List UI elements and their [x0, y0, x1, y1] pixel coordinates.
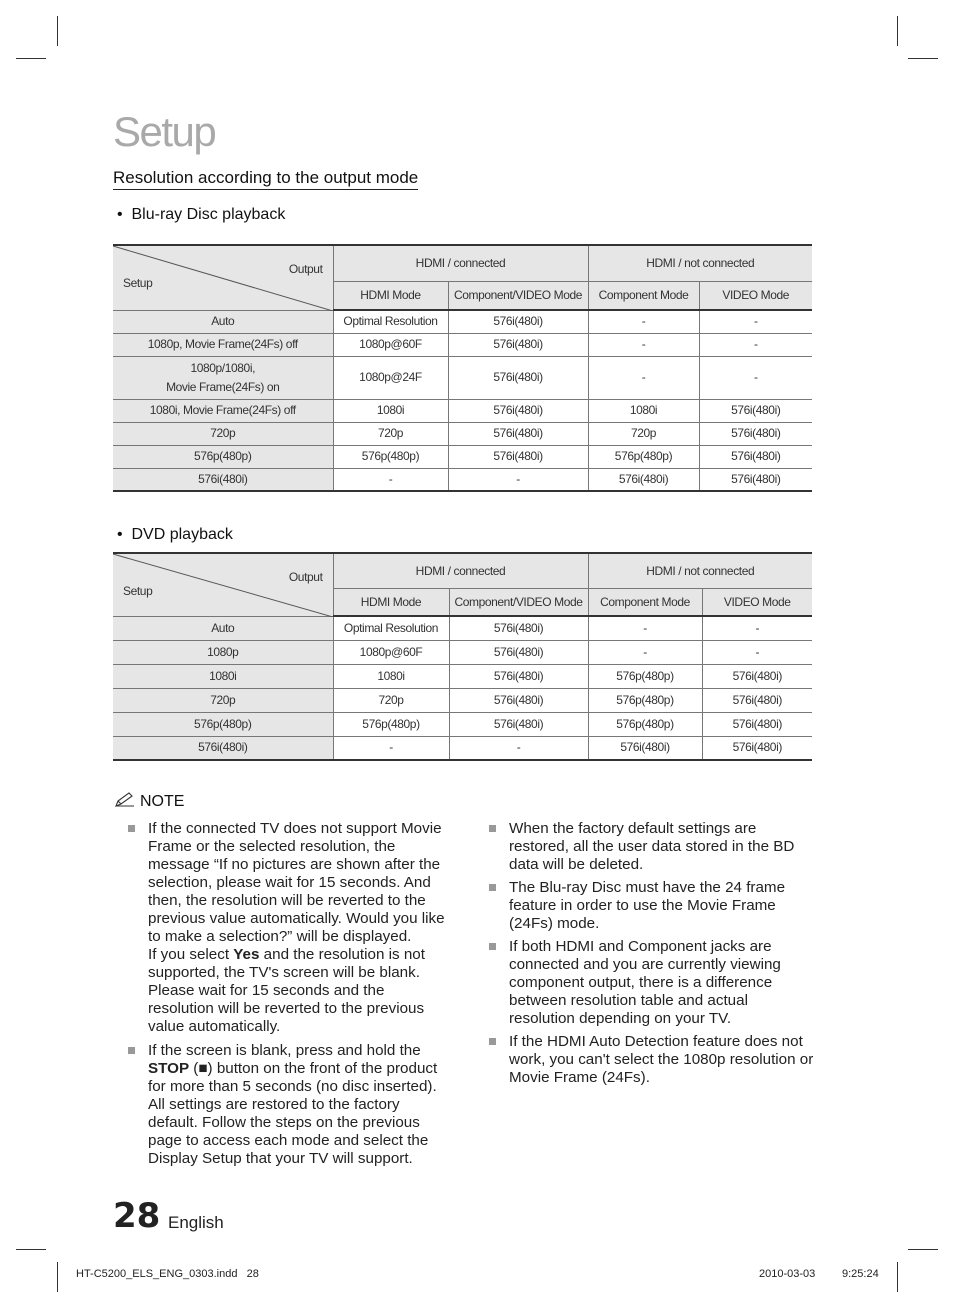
section-title: Resolution according to the output mode [113, 168, 418, 190]
row-setup-cell: 720p [113, 688, 333, 712]
table-cell: 576i(480i) [448, 422, 588, 445]
footer-date: 2010-03-03 [759, 1268, 816, 1280]
table-cell: 576i(480i) [699, 422, 812, 445]
stop-keyword: STOP [148, 1060, 190, 1077]
table-cell: 576i(480i) [448, 445, 588, 468]
table-cell: 576i(480i) [702, 736, 812, 760]
group-header-connected: HDMI / connected [333, 553, 588, 588]
page-title: Setup [113, 108, 216, 155]
table-cell: 576i(480i) [449, 616, 588, 640]
col-header: HDMI Mode [333, 281, 448, 310]
table-cell: 1080p@24F [333, 356, 448, 399]
square-bullet-icon [128, 825, 135, 832]
note-text: If the connected TV does not support Movie Frame or the selected resolution, the message “If no pictures are shown after the selection, please wait for 15 seconds. And then, the resolution will be reverted to the previous value automatically. Would you like to make a selection?” will be displayed. [148, 820, 445, 945]
square-bullet-icon [489, 884, 496, 891]
table-cell: - [702, 616, 812, 640]
table-cell: 576i(480i) [588, 736, 702, 760]
row-setup-cell: Auto [113, 310, 333, 333]
row-setup-cell: 576p(480p) [113, 445, 333, 468]
table-cell: - [699, 356, 812, 399]
table-cell: 1080i [588, 399, 699, 422]
footer-file-page: 28 [246, 1268, 259, 1280]
col-header: Component Mode [588, 588, 702, 616]
corner-output-label: Output [288, 570, 323, 584]
note-text: If the screen is blank, press and hold the STOP (■) button on the front of the product for more than 5 seconds (no disc inserted). All settings are restored to the factory default. Follow the steps on the previous page to access each mode and select the Display Setup that your TV will support. [148, 1042, 438, 1167]
table-cell: - [333, 468, 448, 491]
note-item [128, 1042, 453, 1168]
bluray-resolution-table [113, 244, 812, 492]
table-row [113, 712, 812, 736]
square-bullet-icon [489, 1038, 496, 1045]
table-cell: 576i(480i) [702, 688, 812, 712]
table-row [113, 616, 812, 640]
col-header: VIDEO Mode [702, 588, 812, 616]
table-cell: - [699, 333, 812, 356]
table-cell: 576i(480i) [702, 664, 812, 688]
table-cell: - [588, 640, 702, 664]
page-number: 28 [113, 1196, 161, 1236]
note-text: If you select Yes and the resolution is not supported, the TV's screen will be blank. Please wait for 15 seconds and the resolution will be reverted to the previous value automatically. [148, 946, 425, 1035]
bluray-heading-text: Blu-ray Disc playback [131, 206, 286, 223]
note-item [489, 820, 814, 874]
table-cell: - [588, 616, 702, 640]
note-item [489, 1033, 814, 1087]
table-cell: - [448, 468, 588, 491]
row-setup-cell: 1080p/1080i, Movie Frame(24Fs) on [113, 356, 333, 399]
dvd-heading-text: DVD playback [131, 526, 233, 543]
col-header: Component/VIDEO Mode [449, 588, 588, 616]
table-cell: - [702, 640, 812, 664]
table-row [113, 688, 812, 712]
page-language: English [168, 1213, 224, 1232]
table-cell: 576i(480i) [449, 640, 588, 664]
dvd-resolution-table [113, 552, 812, 761]
stop-icon: ■ [198, 1060, 208, 1077]
table-cell: 576i(480i) [449, 688, 588, 712]
note-text: The Blu-ray Disc must have the 24 frame feature in order to use the Movie Frame (24Fs) mode. [509, 879, 786, 932]
row-setup-cell: 576p(480p) [113, 712, 333, 736]
table-row [113, 468, 812, 491]
note-label: NOTE [140, 793, 185, 810]
table-cell: 720p [333, 688, 449, 712]
crop-mark [897, 1262, 898, 1292]
table-cell: 576p(480p) [588, 712, 702, 736]
table-cell: 1080i [333, 399, 448, 422]
corner-output-label: Output [288, 262, 323, 276]
table-corner-cell [113, 245, 333, 310]
table-cell: 576i(480i) [449, 712, 588, 736]
crop-mark [908, 58, 938, 59]
table-cell: - [449, 736, 588, 760]
crop-mark [16, 1249, 46, 1250]
group-header-not-connected: HDMI / not connected [588, 245, 812, 281]
note-item [128, 820, 453, 1036]
table-cell: 576i(480i) [588, 468, 699, 491]
note-text: If both HDMI and Component jacks are connected and you are currently viewing component output, there is a difference between resolution table and actual resolution depending on your TV. [509, 938, 781, 1027]
table-corner-cell [113, 553, 333, 616]
crop-mark [908, 1249, 938, 1250]
notes-right-column [489, 820, 814, 1092]
table-cell: 576i(480i) [448, 310, 588, 333]
table-row [113, 310, 812, 333]
table-row [113, 399, 812, 422]
row-setup-cell: 1080i [113, 664, 333, 688]
corner-setup-label: Setup [123, 276, 153, 290]
table-row [113, 445, 812, 468]
table-cell: 576i(480i) [699, 468, 812, 491]
note-text: If the HDMI Auto Detection feature does not work, you can't select the 1080p resolution or Movie Frame (24Fs). [509, 1033, 814, 1086]
table-cell: Optimal Resolution [333, 310, 448, 333]
table-row [113, 664, 812, 688]
dvd-heading: • DVD playback [117, 526, 233, 543]
table-cell: 576p(480p) [588, 445, 699, 468]
note-item [489, 938, 814, 1028]
table-cell: 576i(480i) [699, 445, 812, 468]
table-cell: 576p(480p) [333, 445, 448, 468]
table-cell: 576i(480i) [449, 664, 588, 688]
table-row [113, 333, 812, 356]
crop-mark [57, 1262, 58, 1292]
col-header: Component/VIDEO Mode [448, 281, 588, 310]
table-cell: 720p [333, 422, 448, 445]
table-row [113, 736, 812, 760]
table-cell: - [588, 333, 699, 356]
table-cell: 1080p@60F [333, 333, 448, 356]
row-setup-cell: Auto [113, 616, 333, 640]
crop-mark [57, 16, 58, 46]
table-cell: 576p(480p) [588, 664, 702, 688]
square-bullet-icon [489, 943, 496, 950]
table-cell: - [588, 310, 699, 333]
note-heading [114, 792, 184, 811]
col-header: VIDEO Mode [699, 281, 812, 310]
table-cell: - [588, 356, 699, 399]
table-cell: - [699, 310, 812, 333]
group-header-not-connected: HDMI / not connected [588, 553, 812, 588]
row-setup-cell: 1080p [113, 640, 333, 664]
table-cell: 576i(480i) [448, 399, 588, 422]
table-cell: - [333, 736, 449, 760]
col-header: Component Mode [588, 281, 699, 310]
table-row [113, 422, 812, 445]
row-setup-cell: 720p [113, 422, 333, 445]
crop-mark [897, 16, 898, 46]
notes-left-column [128, 820, 453, 1173]
table-cell: 1080p@60F [333, 640, 449, 664]
note-item [489, 879, 814, 933]
note-text: When the factory default settings are restored, all the user data stored in the BD data will be deleted. [509, 820, 795, 873]
footer-file [76, 1268, 259, 1280]
pencil-icon [114, 792, 136, 808]
table-cell: Optimal Resolution [333, 616, 449, 640]
row-setup-cell: 576i(480i) [113, 736, 333, 760]
table-cell: 576p(480p) [333, 712, 449, 736]
row-setup-cell: 1080p, Movie Frame(24Fs) off [113, 333, 333, 356]
table-cell: 576p(480p) [588, 688, 702, 712]
table-row [113, 356, 812, 399]
group-header-connected: HDMI / connected [333, 245, 588, 281]
corner-setup-label: Setup [123, 584, 153, 598]
table-cell: 576i(480i) [448, 356, 588, 399]
table-row [113, 640, 812, 664]
bluray-heading: • Blu-ray Disc playback [117, 206, 286, 223]
row-setup-cell: 576i(480i) [113, 468, 333, 491]
table-cell: 576i(480i) [702, 712, 812, 736]
square-bullet-icon [128, 1047, 135, 1054]
table-cell: 720p [588, 422, 699, 445]
row-setup-cell: 1080i, Movie Frame(24Fs) off [113, 399, 333, 422]
col-header: HDMI Mode [333, 588, 449, 616]
table-cell: 1080i [333, 664, 449, 688]
yes-keyword: Yes [233, 946, 260, 963]
footer-filename: HT-C5200_ELS_ENG_0303.indd [76, 1268, 238, 1280]
table-cell: 576i(480i) [699, 399, 812, 422]
crop-mark [16, 58, 46, 59]
square-bullet-icon [489, 825, 496, 832]
table-cell: 576i(480i) [448, 333, 588, 356]
footer-time: 9:25:24 [842, 1268, 879, 1280]
